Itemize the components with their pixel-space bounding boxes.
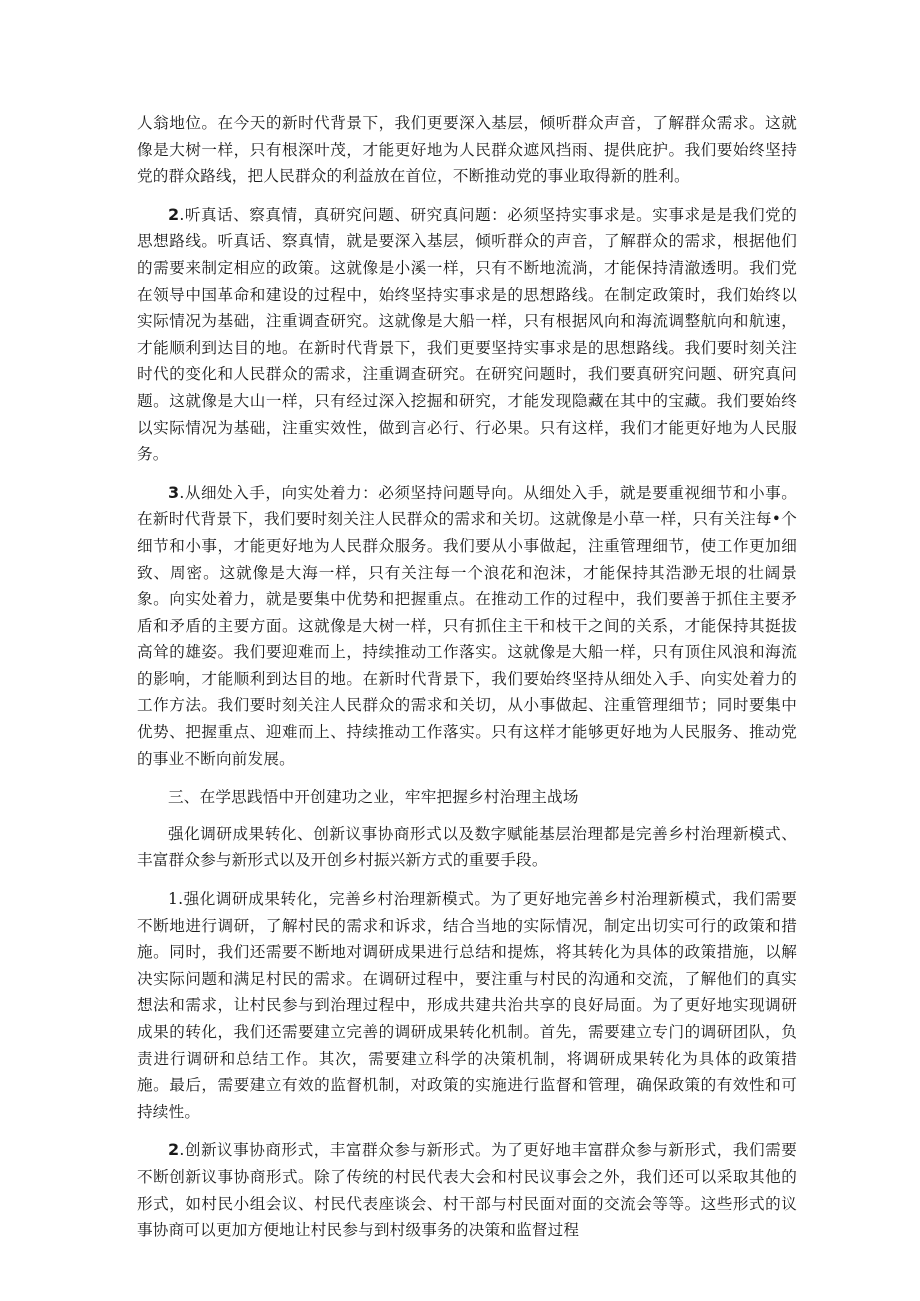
paragraph-text: .创新议事协商形式，丰富群众参与新形式。为了更好地丰富群众参与新形式，我们需要不断创新议事协商形式。除了传统的村民代表大会和村民议事会之外，我们还可以采取其他的形式，如村民小组会议、村民代表座谈会、村干部与村民面对面的交流会等等。这些形式的议事协商可以更加方便地让村民参与到村级事务的决策和监督过程	[137, 1141, 797, 1240]
item-number: 2	[168, 1140, 180, 1160]
section-intro-paragraph: 强化调研成果转化、创新议事协商形式以及数字赋能基层治理都是完善乡村治理新模式、丰富群众参与新形式以及开创乡村振兴新方式的重要手段。	[137, 824, 797, 870]
paragraph-continuation: 人翁地位。在今天的新时代背景下，我们更要深入基层，倾听群众声音，了解群众需求。这就像是大树一样，只有根深叶茂，才能更好地为人民群众遮风挡雨、提供庇护。我们要始终坚持党的群众路线，把人民群众的利益放在首位，不断推动党的事业取得新的胜利。	[137, 114, 797, 186]
paragraph-text: .从细处入手，向实处着力：必须坚持问题导向。从细处入手，就是要重视细节和小事。在新时代背景下，我们要时刻关注人民群众的需求和关切。这就像是小草一样，只有关注每•个细节和小事，才能更好地为人民群众服务。我们要从小事做起，注重管理细节，使工作更加细致、周密。这就像是大海一样，只有关注每一个浪花和泡沫，才能保持其浩渺无垠的壮阔景象。向实处着力，就是要集中优势和把握重点。在推动工作的过程中，我们要善于抓住主要矛盾和矛盾的主要方面。这就像是大树一样，只有抓住主干和枝干之间的关系，才能保持其挺拔高耸的雄姿。我们要迎难而上，持续推动工作落实。这就像是大船一样，只有顶住风浪和海流的影响，才能顺利到达目的地。在新时代背景下，我们要始终坚持从细处入手、向实处着力的工作方法。我们要时刻关注人民群众的需求和关切，从小事做起、注重管理细节；同时要集中优势、把握重点、迎难而上、持续推动工作落实。只有这样才能够更好地为人民服务、推动党的事业不断向前发展。	[137, 483, 797, 768]
section-heading: 三、在学思践悟中开创建功之业，牢牢把握乡村治理主战场	[168, 788, 579, 807]
paragraph-item-3	[137, 480, 797, 773]
paragraph-text: .听真话、察真情，真研究问题、研究真问题：必须坚持实事求是。实事求是是我们党的思想路线。听真话、察真情，就是要深入基层，倾听群众的声音，了解群众的需求，根据他们的需要来制定相应的政策。这就像是小溪一样，只有不断地流淌，才能保持清澈透明。我们党在领导中国革命和建设的过程中，始终坚持实事求是的思想路线。在制定政策时，我们始终以实际情况为基础，注重调查研究。这就像是大船一样，只有根据风向和海流调整航向和航速，才能顺利到达目的地。在新时代背景下，我们更要坚持实事求是的思想路线。我们要时刻关注时代的变化和人民群众的需求，注重调查研究。在研究问题时，我们要真研究问题、研究真问题。这就像是大山一样，只有经过深入挖掘和研究，才能发现隐藏在其中的宝藏。我们要始终以实际情况为基础，注重实效性，做到言必行、行必果。只有这样，我们才能更好地为人民服务。	[137, 205, 797, 464]
item-number: 3	[168, 482, 180, 502]
item-number: 2	[168, 204, 180, 224]
paragraph-item-2b	[137, 1137, 797, 1243]
paragraph-item-2	[137, 202, 797, 468]
paragraph-item-1: 1.强化调研成果转化，完善乡村治理新模式。为了更好地完善乡村治理新模式，我们需要不断地进行调研，了解村民的需求和诉求，结合当地的实际情况，制定出切实可行的政策和措施。同时，我们还需要不断地对调研成果进行总结和提炼，将其转化为具体的政策措施，以解决实际问题和满足村民的需求。在调研过程中，要注重与村民的沟通和交流，了解他们的真实想法和需求，让村民参与到治理过程中，形成共建共治共享的良好局面。为了更好地实现调研成果的转化，我们还需要建立完善的调研成果转化机制。首先，需要建立专门的调研团队，负责进行调研和总结工作。其次，需要建立科学的决策机制，将调研成果转化为具体的政策措施。最后，需要建立有效的监督机制，对政策的实施进行监督和管理，确保政策的有效性和可持续性。	[137, 890, 797, 1121]
document-page	[137, 110, 797, 1256]
